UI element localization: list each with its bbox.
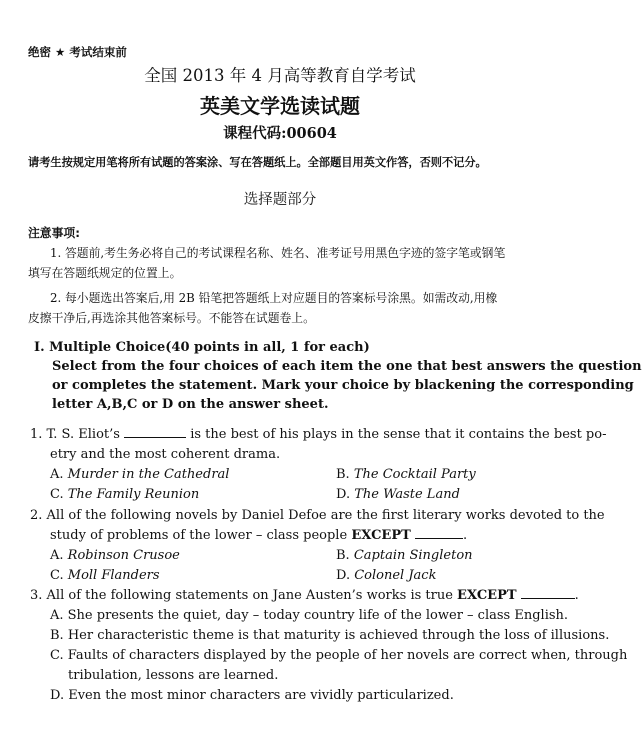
section-title: 选择题部分 bbox=[243, 192, 317, 208]
question-3 bbox=[30, 588, 579, 603]
q1-option-b bbox=[336, 467, 476, 482]
answer-instruction: 请考生按规定用笔将所有试题的答案涂、写在答题纸上。全部题目用英文作答，否则不记分。 bbox=[28, 156, 487, 169]
option-label: D. bbox=[336, 568, 351, 583]
option-label: D. bbox=[336, 487, 351, 502]
except-word: EXCEPT bbox=[351, 528, 411, 543]
option-label: C. bbox=[50, 568, 64, 583]
note-line-3: 2. 每小题选出答案后,用 2B 铅笔把答题纸上对应题目的答案标号涂黑。如需改动,用橡 bbox=[50, 291, 498, 305]
q2-option-c bbox=[50, 568, 160, 583]
course-code: 课程代码:00604 bbox=[223, 125, 337, 142]
note-line-4: 皮擦干净后,再选涂其他答案标号。不能答在试题卷上。 bbox=[28, 311, 315, 325]
q3-option-a: A. She presents the quiet, day – today country life of the lower – class English. bbox=[50, 608, 569, 623]
question-2-end: . bbox=[462, 528, 468, 543]
option-text: Moll Flanders bbox=[67, 568, 160, 583]
q3-option-d: D. Even the most minor characters are vividly particularized. bbox=[50, 688, 454, 703]
q1-option-c bbox=[50, 487, 199, 502]
answer-blank bbox=[124, 437, 186, 438]
part-heading: Ⅰ. Multiple Choice(40 points in all, 1 for each) bbox=[34, 340, 370, 355]
question-3-pre: 3. All of the following statements on Jane Austen’s works is true bbox=[30, 588, 453, 603]
question-1-pre: 1. T. S. Eliot’s bbox=[30, 427, 120, 442]
except-word: EXCEPT bbox=[457, 588, 517, 603]
q3-option-b: B. Her characteristic theme is that maturity is achieved through the loss of illusions. bbox=[50, 628, 610, 643]
answer-blank bbox=[521, 598, 575, 599]
option-text: The Family Reunion bbox=[67, 487, 200, 502]
exam-title: 全国 2013 年 4 月高等教育自学考试 bbox=[144, 66, 416, 85]
option-label: C. bbox=[50, 487, 64, 502]
q3-option-c: C. Faults of characters displayed by the people of her novels are correct when, through bbox=[50, 648, 628, 663]
question-2-cont bbox=[50, 528, 467, 543]
option-label: B. bbox=[336, 548, 350, 563]
question-1 bbox=[30, 427, 606, 442]
q1-option-a bbox=[50, 467, 229, 482]
note-line-2: 填写在答题纸规定的位置上。 bbox=[28, 266, 182, 280]
question-1-post: is the best of his plays in the sense that it contains the best po- bbox=[190, 427, 607, 442]
secret-mark: 绝密 ★ 考试结束前 bbox=[28, 45, 127, 59]
option-text: Robinson Crusoe bbox=[67, 548, 180, 563]
notes-heading: 注意事项: bbox=[28, 226, 80, 240]
subject-title: 英美文学选读试题 bbox=[200, 94, 360, 118]
question-2-pre: study of problems of the lower – class people bbox=[50, 528, 348, 543]
question-3-end: . bbox=[574, 588, 579, 603]
option-label: B. bbox=[336, 467, 350, 482]
part-directions-3: letter A,B,C or D on the answer sheet. bbox=[52, 397, 329, 412]
option-text: The Cocktail Party bbox=[353, 467, 476, 482]
part-directions-2: or completes the statement. Mark your choice by blackening the corresponding bbox=[52, 378, 634, 393]
q2-option-a bbox=[50, 548, 180, 563]
question-2: 2. All of the following novels by Daniel Defoe are the first literary works devoted to the bbox=[30, 508, 605, 523]
q2-option-d bbox=[336, 568, 436, 583]
question-1-cont: etry and the most coherent drama. bbox=[50, 447, 281, 462]
q2-option-b bbox=[336, 548, 473, 563]
q3-option-c-cont: tribulation, lessons are learned. bbox=[68, 668, 279, 683]
option-text: Captain Singleton bbox=[353, 548, 473, 563]
part-directions-1: Select from the four choices of each item the one that best answers the question bbox=[52, 359, 642, 374]
answer-blank bbox=[415, 538, 463, 539]
note-line-1: 1. 答题前,考生务必将自己的考试课程名称、姓名、准考证号用黑色字迹的签字笔或钢笔 bbox=[50, 246, 506, 260]
option-text: Colonel Jack bbox=[354, 568, 437, 583]
option-text: The Waste Land bbox=[354, 487, 460, 502]
option-text: Murder in the Cathedral bbox=[67, 467, 230, 482]
option-label: A. bbox=[50, 467, 64, 482]
q1-option-d bbox=[336, 487, 460, 502]
option-label: A. bbox=[50, 548, 64, 563]
